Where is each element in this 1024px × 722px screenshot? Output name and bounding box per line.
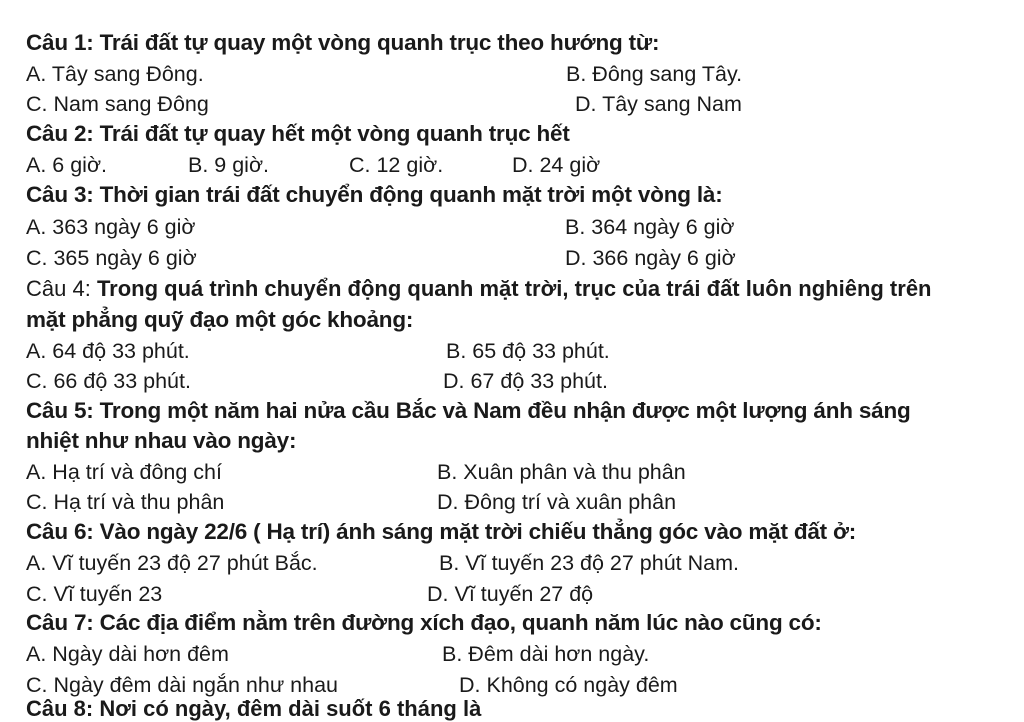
question-7-option-c: C. Ngày đêm dài ngắn như nhau — [26, 673, 339, 697]
question-6-option-a: A. Vĩ tuyến 23 độ 27 phút Bắc. — [26, 551, 318, 575]
question-7-option-a: A. Ngày dài hơn đêm — [26, 642, 229, 666]
question-1-option-c: C. Nam sang Đông — [26, 92, 209, 116]
question-4-option-c: C. 66 độ 33 phút. — [26, 369, 191, 393]
question-4-label: Câu 4: — [26, 276, 91, 301]
question-4-option-b: B. 65 độ 33 phút. — [446, 339, 610, 363]
question-8-stem-partial: Câu 8: Nơi có ngày, đêm dài suốt 6 tháng là — [26, 696, 482, 721]
question-4-option-a: A. 64 độ 33 phút. — [26, 339, 190, 363]
question-6-option-b: B. Vĩ tuyến 23 độ 27 phút Nam. — [439, 551, 739, 575]
question-2-option-c: C. 12 giờ. — [349, 153, 444, 177]
question-6-option-c: C. Vĩ tuyến 23 — [26, 582, 163, 606]
question-2-option-b: B. 9 giờ. — [188, 153, 270, 177]
question-5-option-b: B. Xuân phân và thu phân — [437, 460, 686, 484]
question-5-stem-line-2: nhiệt như nhau vào ngày: — [26, 428, 297, 453]
question-6-stem: Câu 6: Vào ngày 22/6 ( Hạ trí) ánh sáng mặt trời chiếu thẳng góc vào mặt đất ở: — [26, 519, 857, 544]
question-4-stem-text: Trong quá trình chuyển động quanh mặt trời, trục của trái đất luôn nghiêng trên — [96, 276, 932, 301]
question-1-option-b: B. Đông sang Tây. — [566, 62, 743, 86]
question-4-stem-line-1 — [26, 276, 932, 302]
question-4-option-d: D. 67 độ 33 phút. — [443, 369, 608, 393]
question-1-option-a: A. Tây sang Đông. — [26, 62, 204, 86]
question-3-option-a: A. 363 ngày 6 giờ — [26, 215, 196, 239]
question-7-option-d: D. Không có ngày đêm — [459, 673, 678, 697]
question-2-option-a: A. 6 giờ. — [26, 153, 108, 177]
question-2-stem: Câu 2: Trái đất tự quay hết một vòng quanh trục hết — [26, 121, 570, 146]
question-3-option-d: D. 366 ngày 6 giờ — [565, 246, 736, 270]
question-5-stem-line-1: Câu 5: Trong một năm hai nửa cầu Bắc và Nam đều nhận được một lượng ánh sáng — [26, 398, 911, 423]
question-7-option-b: B. Đêm dài hơn ngày. — [442, 642, 650, 666]
question-4-stem-line-2: mặt phẳng quỹ đạo một góc khoảng: — [26, 307, 414, 332]
question-7-stem: Câu 7: Các địa điểm nằm trên đường xích đạo, quanh năm lúc nào cũng có: — [26, 610, 822, 635]
question-6-option-d: D. Vĩ tuyến 27 độ — [427, 582, 594, 606]
question-1-option-d: D. Tây sang Nam — [575, 92, 742, 116]
question-3-option-c: C. 365 ngày 6 giờ — [26, 246, 197, 270]
question-1-stem: Câu 1: Trái đất tự quay một vòng quanh trục theo hướng từ: — [26, 30, 660, 55]
question-5-option-d: D. Đông trí và xuân phân — [437, 490, 677, 514]
question-5-option-c: C. Hạ trí và thu phân — [26, 490, 225, 514]
question-3-stem: Câu 3: Thời gian trái đất chuyển động quanh mặt trời một vòng là: — [26, 182, 723, 207]
question-3-option-b: B. 364 ngày 6 giờ — [565, 215, 735, 239]
question-5-option-a: A. Hạ trí và đông chí — [26, 460, 222, 484]
question-2-option-d: D. 24 giờ — [512, 153, 601, 177]
